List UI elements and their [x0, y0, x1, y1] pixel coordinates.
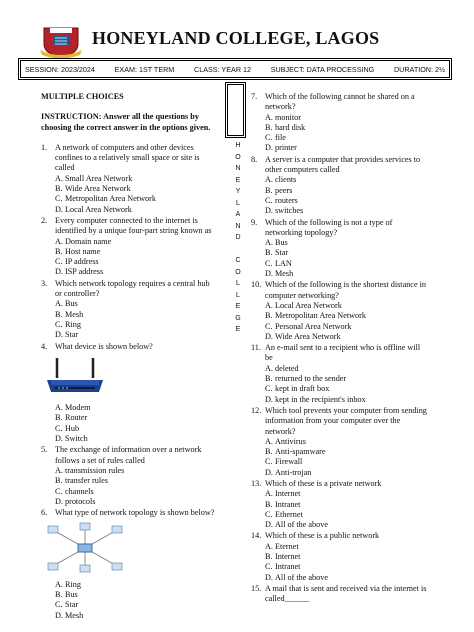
center-box [225, 82, 246, 138]
vertical-letter: E [235, 176, 241, 184]
answer-option[interactable] [251, 301, 429, 311]
exam-label: EXAM: 1ST TERM [114, 65, 175, 74]
option-text: Wide Area Network [275, 331, 341, 341]
option-text: ISP address [65, 267, 104, 277]
vertical-letter: D [235, 234, 241, 241]
question-item [251, 406, 429, 478]
answer-option[interactable] [41, 487, 216, 497]
question-item [41, 279, 216, 341]
session-label: SESSION: 2023/2024 [25, 65, 95, 74]
option-letter: D. [55, 610, 63, 620]
option-letter: D. [55, 204, 63, 214]
option-text: Ring [65, 579, 81, 589]
option-text: Star [65, 330, 79, 340]
answer-option[interactable] [251, 175, 429, 185]
option-letter: A. [55, 173, 63, 183]
left-question-list [41, 143, 216, 621]
answer-option[interactable] [41, 413, 216, 423]
option-letter: D. [265, 143, 273, 153]
option-text: clients [275, 175, 297, 185]
answer-option[interactable] [41, 267, 216, 277]
star-topology-illustration [45, 522, 125, 574]
option-letter: D. [265, 206, 273, 216]
question-item [41, 508, 216, 621]
option-letter: B. [55, 309, 63, 319]
option-letter: D. [265, 394, 273, 404]
answer-option[interactable] [251, 510, 429, 520]
option-letter: C. [55, 600, 63, 610]
answer-option[interactable] [251, 123, 429, 133]
answer-option[interactable] [251, 457, 429, 467]
vertical-letter: A [235, 211, 241, 218]
option-letter: C. [265, 384, 273, 394]
answer-option[interactable] [251, 447, 429, 457]
right-question-list [251, 92, 429, 605]
info-subtext: . -- . [26, 74, 34, 79]
option-letter: A. [265, 112, 273, 122]
option-text: Mesh [65, 610, 84, 620]
option-text: Host name [65, 246, 101, 256]
option-text: All of the above [275, 520, 328, 530]
right-column [251, 92, 429, 606]
answer-option[interactable] [251, 196, 429, 206]
answer-option[interactable] [41, 184, 216, 194]
option-letter: A. [265, 489, 273, 499]
option-letter: B. [55, 184, 63, 194]
answer-option[interactable] [41, 247, 216, 257]
answer-option[interactable] [41, 237, 216, 247]
answer-option[interactable] [41, 590, 216, 600]
question-item [251, 280, 429, 342]
answer-option[interactable] [41, 194, 216, 204]
answer-option[interactable] [251, 500, 429, 510]
option-letter: C. [265, 321, 273, 331]
question-text: Which tool prevents your computer from sending information from your computer over the network? [265, 405, 427, 436]
option-letter: A. [265, 363, 273, 373]
option-text: IP address [65, 257, 99, 267]
option-letter: B. [265, 552, 273, 562]
option-letter: D. [55, 267, 63, 277]
option-text: Hub [65, 423, 80, 433]
option-letter: B. [55, 413, 63, 423]
answer-option[interactable] [41, 476, 216, 486]
answer-option[interactable] [251, 562, 429, 572]
answer-option[interactable] [251, 322, 429, 332]
option-text: Eternet [275, 541, 299, 551]
option-letter: D. [55, 434, 63, 444]
answer-option[interactable] [41, 403, 216, 413]
router-illustration [45, 356, 105, 398]
answer-option[interactable] [41, 611, 216, 621]
option-letter: D. [55, 330, 63, 340]
question-number: 10. [251, 280, 262, 290]
option-text: Bus [65, 589, 78, 599]
option-letter: C. [265, 509, 273, 519]
option-text: Ethernet [275, 509, 303, 519]
question-number: 11. [251, 343, 261, 353]
question-text: Which of these is a public network [265, 531, 380, 541]
option-text: Intranet [275, 562, 301, 572]
question-text: Which of the following is the shortest distance in computer networking? [265, 280, 426, 300]
vertical-letter: L [236, 291, 240, 299]
duration-label: DURATION: 2½ [393, 65, 445, 74]
question-text: Which of the following cannot be shared on a network? [265, 92, 415, 112]
answer-option[interactable] [251, 489, 429, 499]
option-letter: C. [265, 195, 273, 205]
option-text: file [275, 133, 286, 143]
option-letter: D. [55, 496, 63, 506]
option-letter: C. [55, 319, 63, 329]
answer-option[interactable] [251, 113, 429, 123]
option-text: Domain name [65, 236, 112, 246]
option-text: transmission rules [65, 465, 125, 475]
question-text: An e-mail sent to a recipient who is offline will be [265, 343, 421, 363]
option-letter: A. [265, 175, 273, 185]
answer-option[interactable] [251, 259, 429, 269]
question-number: 5. [41, 445, 48, 455]
option-text: hard disk [275, 122, 306, 132]
option-text: Mesh [275, 269, 294, 279]
option-text: Personal Area Network [275, 321, 352, 331]
question-item [251, 155, 429, 217]
option-text: Firewall [275, 457, 303, 467]
option-letter: D. [265, 269, 273, 279]
option-letter: C. [265, 457, 273, 467]
option-text: switches [275, 206, 304, 216]
option-letter: A. [55, 403, 63, 413]
option-letter: B. [265, 185, 273, 195]
option-text: transfer rules [65, 476, 108, 486]
option-letter: A. [55, 299, 63, 309]
vertical-letter: O [235, 153, 241, 161]
option-text: Bus [65, 299, 78, 309]
option-text: channels [65, 486, 94, 496]
question-number: 4. [41, 341, 48, 351]
answer-option[interactable] [41, 299, 216, 309]
vertical-school-name [232, 140, 244, 336]
answer-option[interactable] [41, 257, 216, 267]
option-text: Internet [275, 489, 301, 499]
answer-option[interactable] [251, 311, 429, 321]
subject-label: SUBJECT: DATA PROCESSING [270, 65, 375, 74]
answer-option[interactable] [251, 542, 429, 552]
option-text: Local Area Network [65, 204, 132, 214]
answer-option[interactable] [41, 330, 216, 340]
question-text: A mail that is sent and received via the internet is called______ [265, 583, 427, 604]
question-item [251, 584, 429, 605]
answer-option[interactable] [41, 580, 216, 590]
option-letter: B. [265, 447, 273, 457]
question-number: 13. [251, 478, 262, 488]
answer-option[interactable] [251, 332, 429, 342]
answer-option[interactable] [41, 310, 216, 320]
answer-option[interactable] [251, 238, 429, 248]
option-letter: B. [265, 248, 273, 258]
option-text: Modem [65, 403, 91, 413]
question-item [251, 531, 429, 582]
vertical-letter: L [236, 199, 240, 207]
vertical-letter: G [235, 314, 241, 322]
answer-option[interactable] [251, 143, 429, 153]
option-letter: A. [265, 541, 273, 551]
option-text: Star [65, 600, 79, 610]
option-text: Anti-trojan [275, 467, 312, 477]
option-text: returned to the sender [275, 374, 347, 384]
left-column [41, 92, 216, 622]
option-text: kept in the recipient's inbox [275, 394, 366, 404]
answer-option[interactable] [251, 364, 429, 374]
question-item [251, 343, 429, 405]
option-text: Internet [275, 552, 301, 562]
option-text: Metropolitan Area Network [275, 311, 366, 321]
option-letter: B. [265, 374, 273, 384]
option-text: kept in draft box [275, 384, 330, 394]
answer-option[interactable] [251, 437, 429, 447]
question-number: 12. [251, 405, 262, 415]
option-letter: A. [265, 238, 273, 248]
answer-option[interactable] [251, 269, 429, 279]
question-text: Which of the following is not a type of networking topology? [265, 217, 393, 237]
vertical-letter: L [236, 280, 240, 287]
answer-option[interactable] [251, 248, 429, 258]
vertical-letter: N [235, 165, 241, 172]
option-letter: B. [55, 476, 63, 486]
option-text: deleted [275, 363, 299, 373]
option-letter: B. [265, 122, 273, 132]
option-text: routers [275, 195, 298, 205]
question-number: 2. [41, 215, 48, 225]
question-number: 1. [41, 142, 48, 152]
option-letter: A. [265, 300, 273, 310]
option-letter: B. [265, 499, 273, 509]
answer-option[interactable] [251, 468, 429, 478]
option-letter: C. [265, 258, 273, 268]
option-letter: C. [55, 194, 63, 204]
option-text: Local Area Network [275, 300, 342, 310]
option-text: LAN [275, 258, 292, 268]
answer-option[interactable] [251, 133, 429, 143]
question-text: Every computer connected to the internet is identified by a unique four-part string known as [55, 215, 212, 236]
option-letter: B. [265, 311, 273, 321]
answer-option[interactable] [41, 205, 216, 215]
question-text: A network of computers and other devices confines to a relatively small space or site is called [55, 142, 200, 173]
vertical-letter: E [235, 303, 241, 310]
option-letter: C. [265, 133, 273, 143]
option-text: peers [275, 185, 293, 195]
answer-option[interactable] [251, 520, 429, 530]
option-text: Intranet [275, 499, 301, 509]
answer-option[interactable] [251, 552, 429, 562]
option-letter: C. [55, 257, 63, 267]
option-letter: D. [265, 520, 273, 530]
section-title: MULTIPLE CHOICES [41, 92, 124, 101]
answer-option[interactable] [251, 573, 429, 583]
option-letter: A. [265, 436, 273, 446]
question-text: What type of network topology is shown below? [55, 508, 215, 518]
option-text: Mesh [65, 309, 84, 319]
option-text: Router [65, 413, 88, 423]
vertical-letter: Y [235, 188, 241, 195]
option-text: protocols [65, 496, 96, 506]
option-text: Ring [65, 319, 81, 329]
option-text: Switch [65, 434, 88, 444]
question-text: The exchange of information over a network follows a set of rules called [55, 445, 202, 465]
option-text: Star [275, 248, 289, 258]
option-letter: D. [265, 467, 273, 477]
question-text: Which of these is a private network [265, 478, 382, 488]
question-item [41, 216, 216, 278]
option-letter: A. [55, 579, 63, 589]
answer-option[interactable] [251, 374, 429, 384]
option-text: Metropolitan Area Network [65, 194, 156, 204]
option-text: Wide Area Network [65, 184, 131, 194]
answer-option[interactable] [251, 206, 429, 216]
answer-option[interactable] [251, 395, 429, 405]
school-title: HONEYLAND COLLEGE, LAGOS [92, 28, 380, 48]
question-item [41, 445, 216, 507]
vertical-letter: N [235, 222, 241, 230]
option-text: Antivirus [275, 436, 306, 446]
question-item [251, 479, 429, 530]
question-text: What device is shown below? [55, 341, 153, 351]
question-number: 14. [251, 531, 262, 541]
answer-option[interactable] [251, 384, 429, 394]
school-logo [40, 26, 82, 58]
question-number: 6. [41, 508, 48, 518]
question-text: A server is a computer that provides services to other computers called [265, 154, 421, 175]
answer-option[interactable] [41, 466, 216, 476]
question-item [41, 143, 216, 215]
option-letter: A. [55, 465, 63, 475]
option-text: monitor [275, 112, 301, 122]
option-letter: D. [265, 572, 273, 582]
option-letter: C. [55, 423, 63, 433]
option-text: printer [275, 143, 297, 153]
vertical-letter: E [235, 326, 241, 333]
option-letter: C. [265, 562, 273, 572]
option-letter: B. [55, 589, 63, 599]
vertical-letter: O [235, 268, 241, 276]
question-number: 8. [251, 154, 258, 164]
answer-option[interactable] [41, 600, 216, 610]
question-number: 15. [251, 583, 262, 593]
class-label: CLASS: YEAR 12 [194, 65, 251, 74]
vertical-letter: H [235, 142, 241, 149]
vertical-letter: C [235, 257, 241, 264]
exam-info-box [18, 58, 452, 80]
instruction-text: INSTRUCTION: Answer all the questions by choosing the correct answer in the options given. [41, 112, 211, 132]
answer-option[interactable] [251, 186, 429, 196]
vertical-letter [232, 244, 244, 256]
question-item [41, 342, 216, 445]
answer-option[interactable] [41, 174, 216, 184]
question-item [251, 92, 429, 154]
question-number: 3. [41, 278, 48, 288]
option-letter: C. [55, 486, 63, 496]
question-number: 7. [251, 92, 258, 101]
question-number: 9. [251, 217, 258, 227]
question-item [251, 218, 429, 280]
answer-option[interactable] [41, 497, 216, 507]
option-letter: D. [265, 331, 273, 341]
answer-option[interactable] [41, 320, 216, 330]
answer-option[interactable] [41, 424, 216, 434]
option-text: Small Area Network [65, 173, 133, 183]
option-text: Anti-spamware [275, 447, 326, 457]
option-text: All of the above [275, 572, 328, 582]
option-letter: A. [55, 236, 63, 246]
question-text: Which network topology requires a central hub or controller? [55, 278, 210, 299]
option-text: Bus [275, 238, 288, 248]
option-letter: B. [55, 246, 63, 256]
answer-option[interactable] [41, 434, 216, 444]
